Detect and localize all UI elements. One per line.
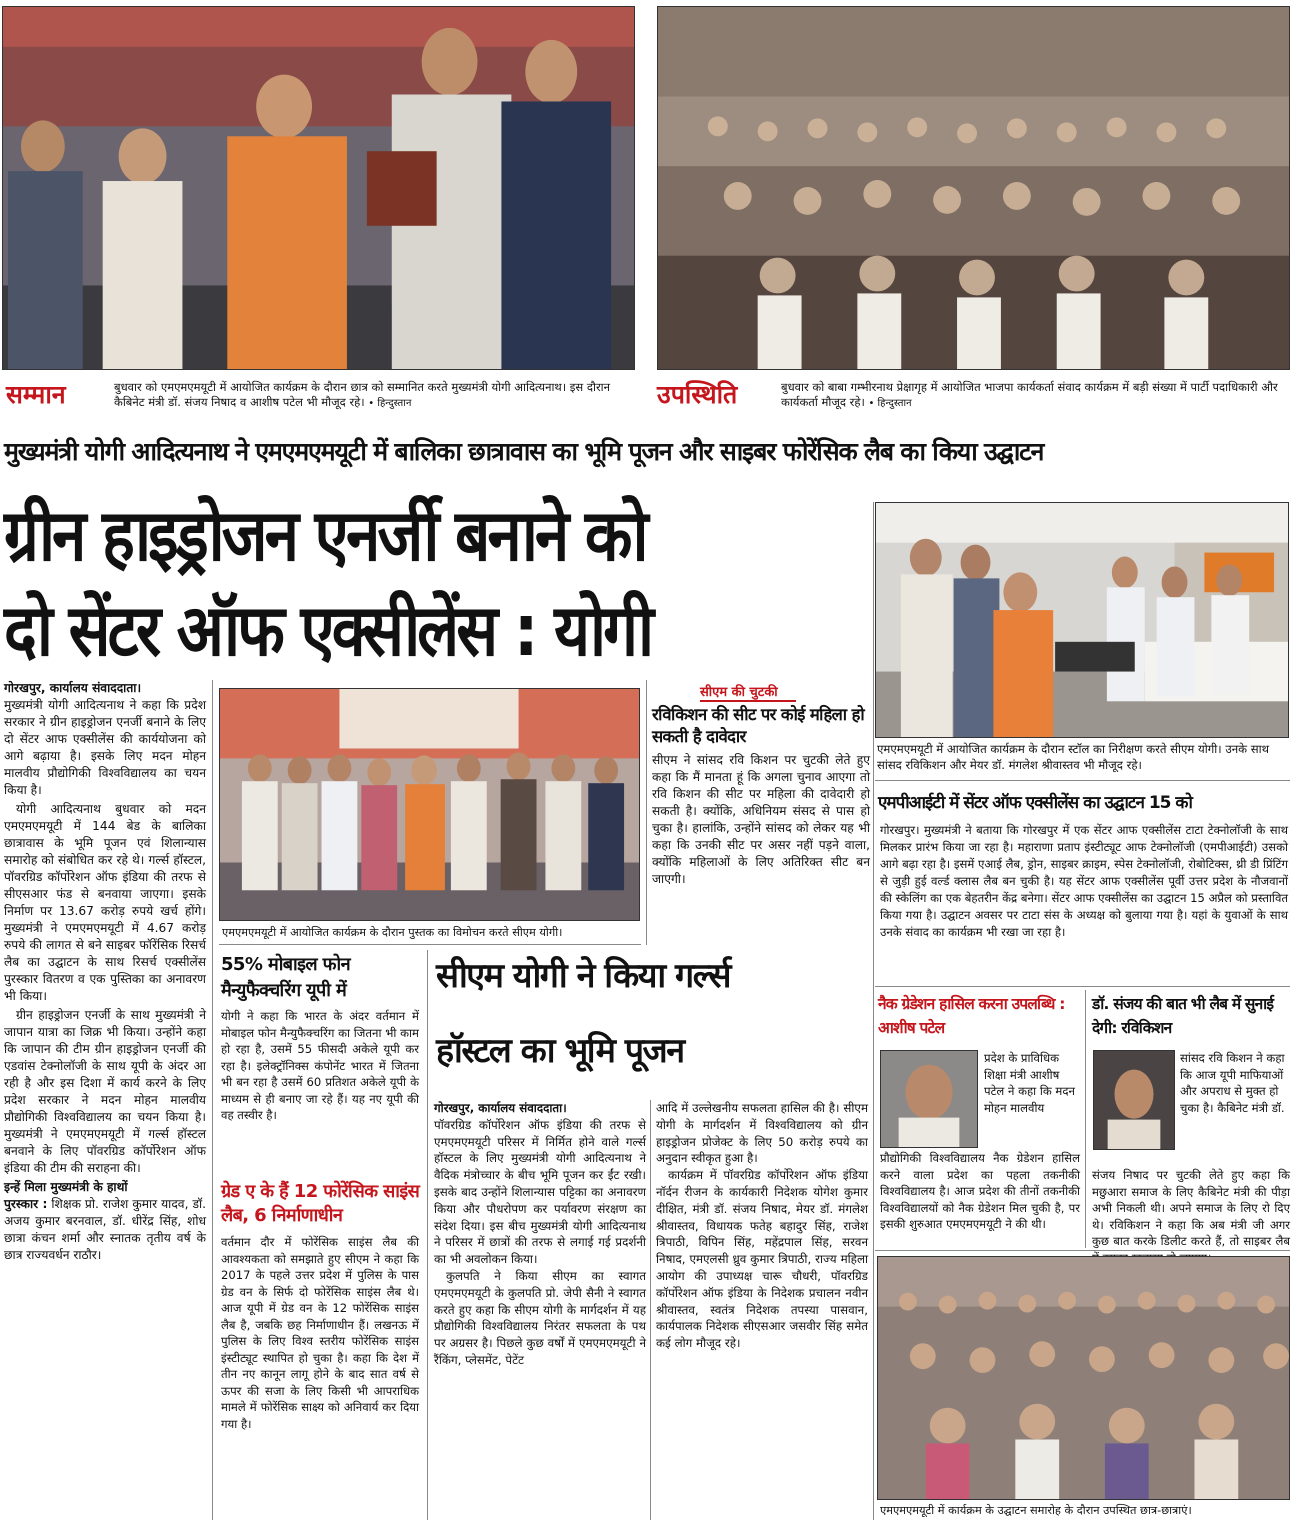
hostel-headline-line2: हॉस्टल का भूमि पूजन <box>436 1031 684 1071</box>
main-para-2: योगी आदित्यनाथ बुधवार को मदन एमएमएमयूटी में 144 बेड के बालिका छात्रावास के भूमि पूजन एवं शिलान्यास समारोह को संबोधित कर रहे थे। गर्ल्स हॉस्टल, पॉवरग्रिड कॉर्पोरेशन ऑफ इंडिया की तरफ से सीएसआर फंड से बनवाया जाएगा। इसके निर्माण पर 13.67 करोड़ रुपये खर्च होंगे। मुख्यमंत्री ने एमएमएमयूटी में 4.67 करोड़ रुपये की लागत से बने साइबर फॉरेंसिक रिसर्च लैब का उद्घाटन के साथ रिसर्च एक्सीलेंस पुरस्कार वितरण व एक पुस्तिका का अनावरण भी किया। <box>4 802 206 1003</box>
sanjay-headline: डॉ. संजय की बात भी लैब में सुनाई देगी: रविकिशन <box>1092 995 1274 1037</box>
hostel-dateline: गोरखपुर, कार्यालय संवाददाता। <box>434 1101 567 1115</box>
photo-book-release <box>219 688 640 921</box>
mobile-text: योगी ने कहा कि भारत के अंदर वर्तमान में मोबाइल फोन मैन्युफैक्चरिंग का जितना भी काम हो रहा है, उसमें 55 फीसदी अकेले यूपी कर रहा है। इलेक्ट्रॉनिक्स कंपोनेंट भारत में जितना भी बन रहा है उसमें 60 प्रतिशत अकेले यूपी के माध्यम से ही बनाए जा रहे हैं। यह नए यूपी की वह तस्वीर है। <box>221 1009 419 1122</box>
photo-award-ceremony <box>2 6 635 370</box>
book-photo-caption: एमएमएमयूटी में आयोजित कार्यक्रम के दौरान पुस्तक का विमोचन करते सीएम योगी। <box>222 926 563 939</box>
main-dateline: गोरखपुर, कार्यालय संवाददाता। <box>4 681 142 695</box>
caption-right-source: • हिन्दुस्तान <box>868 398 912 409</box>
naac-headline: नैक ग्रेडेशन हासिल करना उपलब्धि : आशीष पटेल <box>878 995 1065 1037</box>
main-headline-line2: दो सेंटर ऑफ एक्सीलेंस : योगी <box>4 588 652 672</box>
cm-chutki-text: सीएम ने सांसद रवि किशन पर चुटकी लेते हुए कहा कि मैं मानता हूं कि अगला चुनाव आएगा तो रवि किशन की सीट पर महिला की दावेदारी हो सकती है। क्योंकि, अधिनियम संसद से पास हो चुका है। हालांकि, उन्होंने सांसद को लेकर यह भी कहा कि उनकी सीट पर असर नहीं पड़ने वाला, क्योंकि महिलाओं के लिए अतिरिक्त सीट बन जाएगी। <box>652 753 870 886</box>
caption-right-text: बुधवार को बाबा गम्भीरनाथ प्रेक्षागृह में आयोजित भाजपा कार्यकर्ता संवाद कार्यक्रम में बड़ी संख्या में पार्टी पदाधिकारी और कार्यकर्ता मौजूद रहे। • हिन्दुस्तान <box>781 380 1278 409</box>
caption-right <box>657 376 1290 420</box>
photo-students-audience <box>877 1256 1290 1500</box>
main-para-3: ग्रीन हाइड्रोजन एनर्जी के साथ मुख्यमंत्री ने जापान यात्रा का जिक्र भी किया। उन्होंने कहा कि जापान की टीम ग्रीन हाइड्रोजन एनर्जी की एडवांस टेक्नोलॉजी के साथ यूपी के अंदर आ रही है और इस दिशा में कार्य करने के लिए प्रदेश सरकार ने मदन मोहन मालवीय प्रौद्योगिकी विश्वविद्यालय का चयन किया है। मुख्यमंत्री ने एमएमएमयूटी में गर्ल्स हॉस्टल बनवाने के लिए पॉवरग्रिड कॉर्पोरेशन ऑफ इंडिया की टीम की सराहना की। <box>4 1008 206 1175</box>
naac-text-side: प्रदेश के प्राविधिक शिक्षा मंत्री आशीष पटेल ने कहा कि मदन मोहन मालवीय <box>984 1051 1075 1115</box>
awards-body: पुरस्कार : शिक्षक प्रो. राजेश कुमार यादव, डॉ. अजय कुमार बरनवाल, डॉ. धीरेंद्र सिंह, शोध छात्रा कंचन शर्मा और स्नातक तृतीय वर्ष के छात्र राज्यवर्धन राठौर। <box>4 1197 206 1262</box>
forensic-text: वर्तमान दौर में फोरेंसिक साइंस लैब की आवश्यकता को समझाते हुए सीएम ने कहा कि 2017 के पहले उत्तर प्रदेश में पुलिस के पास ग्रेड वन के सिर्फ दो फोरेंसिक साइंस लैब थे। आज यूपी में ग्रेड वन के 12 फोरेंसिक साइंस लैब है, जबकि छह निर्माणाधीन हैं। लखनऊ में पुलिस के लिए विश्व स्तरीय फोरेंसिक साइंस इंस्टीट्यूट स्थापित हो चुका है। कहा कि देश में तीन नए कानून लागू होने के बाद सात वर्ष से ऊपर की सजा के लिए किसी भी आपराधिक मामले में फोरेंसिक साक्ष्य को अनिवार्य कर दिया गया है। <box>221 1235 419 1431</box>
naac-text-full: प्रौद्योगिकी विश्वविद्यालय नैक ग्रेडेशन हासिल करने वाला प्रदेश का पहला तकनीकी विश्वविद्यालय है। आज प्रदेश की तीनों तकनीकी विश्वविद्यालयों को नैक ग्रेडेशन मिल चुकी है, पर इसकी शुरुआत एमएमएमयूटी ने की थी। <box>880 1151 1080 1231</box>
sanjay-text-full: संजय निषाद पर चुटकी लेते हुए कहा कि मछुआरा समाज के लिए कैबिनेट मंत्री की पीड़ा अभी निकली थी। अपने समाज के लिए रो दिए थे। रविकिशन ने कहा कि अब मंत्री जी अगर कुछ बात करके डिलीट करते हैं, तो साइबर लैब <box>1092 1168 1290 1248</box>
photo-stall-inspection <box>875 502 1289 738</box>
hostel-col-1 <box>434 1100 646 1369</box>
forensic-headline: ग्रेड ए के हैं 12 फोरेंसिक साइंस लैब, 6 निर्माणाधीन <box>221 1181 420 1226</box>
ashish-patel-portrait <box>880 1050 978 1148</box>
mpit-text: गोरखपुर। मुख्यमंत्री ने बताया कि गोरखपुर में एक सेंटर आफ एक्सीलेंस टाटा टेक्नोलॉजी के साथ मिलकर प्रारंभ किया जा रहा है। महाराणा प्रताप इंस्टीट्यूट आफ टेक्नोलॉजी (एमपीआईटी) उसको आगे बढ़ा रहा है। इसमें एआई लैब, ड्रोन, साइबर क्राइम, स्पेस टेक्नोलॉजी, रोबोटिक्स, थ्री डी प्रिंटिंग से जुड़ी हुई वर्ल्ड क्लास लैब बन चुकी है। यह सेंटर आफ एक्सीलेंस पूर्वी उत्तर प्रदेश के नौजवानों की स्केलिंग का एक बेहतरीन केंद्र बनेगा। सेंटर आफ एक्सीलेंस का उद्घाटन 15 अप्रैल को प्रस्तावित किया गया है। उद्घाटन अवसर पर टाटा संस के अध्यक्ष को बुलाया गया है। यहां के युवाओं के साथ उनके संवाद का कार्यक्रम भी रखा जा रहा है। <box>880 823 1288 939</box>
cm-chutki-headline: रविकिशन की सीट पर कोई महिला हो सकती है दावेदार <box>652 705 865 746</box>
cm-chutki-label: सीएम की चुटकी <box>700 685 778 700</box>
main-strap: मुख्यमंत्री योगी आदित्यनाथ ने एमएमएमयूटी में बालिका छात्रावास का भूमि पूजन और साइबर फोरेंसिक लैब का किया उद्घाटन <box>4 437 1044 466</box>
caption-left-kicker: सम्मान <box>6 380 66 409</box>
mobile-headline: 55% मोबाइल फोन मैन्युफैक्चरिंग यूपी में <box>221 954 350 1001</box>
hostel-col1-para: पॉवरग्रिड कॉर्पोरेशन ऑफ इंडिया की तरफ से एमएमएमयूटी परिसर में निर्मित होने वाले गर्ल्स हॉस्टल के लिए मुख्यमंत्री योगी आदित्यनाथ ने वैदिक मंत्रोच्चार के बीच भूमि पूजन कर ईंट रखी। इसके बाद उन्होंने शिलान्यास पट्टिका का अनावरण किया और पौधरोपण कर पर्यावरण संरक्षण का संदेश दिया। इस बीच मुख्यमंत्री योगी आदित्यनाथ ने परिसर में छात्रों की तरफ से लगाई गई प्रदर्शनी का भी अवलोकन किया। <box>434 1117 646 1267</box>
hostel-headline-line1: सीएम योगी ने किया गर्ल्स <box>436 956 730 996</box>
ravikishan-portrait <box>1093 1050 1175 1150</box>
caption-left-text: बुधवार को एमएमएमयूटी में आयोजित कार्यक्रम के दौरान छात्र को सम्मानित करते मुख्यमंत्री योगी आदित्यनाथ। इस दौरान कैबिनेट मंत्री डॉ. संजय निषाद व आशीष पटेल भी मौजूद रहे। • हिन्दुस्तान <box>114 380 611 409</box>
hostel-col2-para-2: कार्यक्रम में पॉवरग्रिड कॉर्पोरेशन ऑफ इंडिया नॉर्दन रीजन के कार्यकारी निदेशक योगेश कुमार दीक्षित, मंत्री डॉ. संजय निषाद, मेयर डॉ. मंगलेश श्रीवास्तव, विधायक फतेह बहादुर सिंह, राजेश त्रिपाठी, विपिन सिंह, महेंद्रपाल सिंह, सरवन निषाद, एमएलसी ध्रुव कुमार त्रिपाठी, राज्य महिला आयोग की उपाध्यक्ष चारू चौधरी, पॉवरग्रिड कॉर्पोरेशन ऑफ इंडिया के निदेशक प्रचालन नवीन श्रीवास्तव, स्वतंत्र निदेशक तपस्या पासवान, कार्यपालक निदेशक सीएसआर जसवीर सिंह समेत कई लोग मौजूद रहे। <box>656 1168 868 1351</box>
sanjay-text-side: सांसद रवि किशन ने कहा कि आज यूपी माफियाओं और अपराध से मुक्त हो चुका है। कैबिनेट मंत्री डॉ. <box>1180 1051 1285 1115</box>
caption-left <box>2 376 635 420</box>
awards-heading: इन्हें मिला मुख्यमंत्री के हाथों <box>4 1180 128 1194</box>
hostel-col2-para: आदि में उल्लेखनीय सफलता हासिल की है। सीएम योगी के मार्गदर्शन में विश्वविद्यालय को ग्रीन हाइड्रोजन प्रोजेक्ट के लिए 50 करोड़ रुपये का अनुदान स्वीकृत हुआ है। <box>656 1101 868 1166</box>
main-article-col <box>4 680 206 1264</box>
hostel-col1-para-2: कुलपति ने किया सीएम का स्वागत एमएमएमयूटी के कुलपति प्रो. जेपी सैनी ने स्वागत करते हुए कहा कि सीएम योगी के मार्गदर्शन में यह प्रौद्योगिकी विश्वविद्यालय निरंतर सफलता के पथ पर अग्रसर है। पिछले कुछ वर्षों में एमएमएमयूटी ने रैंकिंग, प्लेसमेंट, पेटेंट <box>434 1268 646 1367</box>
main-para-1: मुख्यमंत्री योगी आदित्यनाथ ने कहा कि प्रदेश सरकार ने ग्रीन हाइड्रोजन एनर्जी बनाने के लिए दो सेंटर आफ एक्सीलेंस की कार्ययोजना को आगे बढ़ाया है। इसके लिए मदन मोहन मालवीय प्रौद्योगिकी विश्वविद्यालय का चयन किया है। <box>4 698 206 797</box>
caption-right-kicker: उपस्थिति <box>657 380 738 409</box>
main-headline-line1: ग्रीन हाइड्रोजन एनर्जी बनाने को <box>4 493 646 577</box>
students-photo-caption: एमएमएमयूटी में कार्यक्रम के उद्घाटन समारोह के दौरान उपस्थित छात्र-छात्राएं। <box>880 1504 1192 1517</box>
mpit-headline: एमपीआईटी में सेंटर ऑफ एक्सीलेंस का उद्घाटन 15 को <box>878 793 1192 813</box>
hostel-col-2 <box>656 1100 868 1352</box>
caption-left-source: • हिन्दुस्तान <box>368 398 412 409</box>
photo-audience-hall <box>657 6 1290 370</box>
stall-photo-caption: एमएमएमयूटी में आयोजित कार्यक्रम के दौरान स्टॉल का निरीक्षण करते सीएम योगी। उनके साथ सांसद रविकिशन और मेयर डॉ. मंगलेश श्रीवास्तव भी मौजूद रहे। <box>877 742 1269 772</box>
